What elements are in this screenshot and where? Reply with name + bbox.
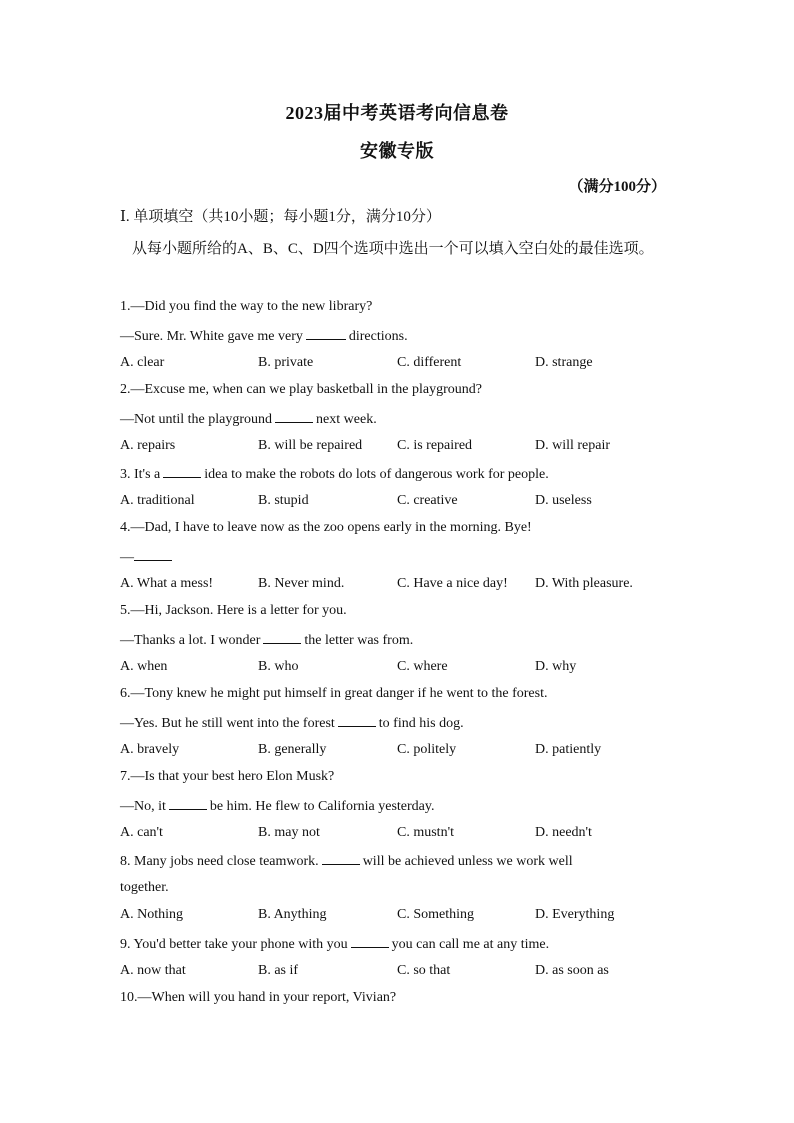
question-5-line-2 bbox=[120, 631, 413, 649]
question-9-text-b: you can call me at any time. bbox=[391, 937, 550, 952]
section-instruction: 从每小题所给的A、B、C、D四个选项中选出一个可以填入空白处的最佳选项。 bbox=[132, 241, 654, 257]
question-6-text-b: to find his dog. bbox=[378, 716, 464, 731]
question-2-option-c: C. is repaired bbox=[397, 438, 473, 453]
question-1-option-b: B. private bbox=[258, 355, 314, 370]
question-5-text-b: the letter was from. bbox=[304, 633, 414, 648]
question-2-text-b: next week. bbox=[316, 412, 377, 427]
question-2-option-a: A. repairs bbox=[120, 438, 176, 453]
question-1-line-2 bbox=[120, 327, 408, 345]
question-9-option-a: A. now that bbox=[120, 963, 186, 978]
question-8-option-b: B. Anything bbox=[258, 907, 327, 922]
question-8-line-2: together. bbox=[120, 880, 169, 895]
question-7-line-1: 7.—Is that your best hero Elon Musk? bbox=[120, 769, 335, 784]
question-8-option-c: C. Something bbox=[397, 907, 475, 922]
question-9-option-c: C. so that bbox=[397, 963, 451, 978]
question-1-text-b: directions. bbox=[348, 329, 408, 344]
question-5-text-a: —Thanks a lot. I wonder bbox=[120, 633, 261, 648]
question-3-line-1 bbox=[120, 465, 549, 483]
question-3-option-d: D. useless bbox=[535, 493, 592, 508]
exam-subtitle: 安徽专版 bbox=[360, 141, 434, 161]
question-7-text-a: —No, it bbox=[120, 799, 166, 814]
question-10-line-1: 10.—When will you hand in your report, Vivian? bbox=[120, 990, 397, 1005]
question-8-text-a: 8. Many jobs need close teamwork. bbox=[120, 854, 319, 869]
answer-blank bbox=[169, 797, 207, 810]
question-3-option-c: C. creative bbox=[397, 493, 458, 508]
question-6-option-b: B. generally bbox=[258, 742, 327, 757]
question-7-option-b: B. may not bbox=[258, 825, 320, 840]
total-score: （满分100分） bbox=[568, 179, 666, 195]
question-2-option-b: B. will be repaired bbox=[258, 438, 363, 453]
question-4-option-a: A. What a mess! bbox=[120, 576, 214, 591]
question-2-line-2 bbox=[120, 410, 377, 428]
question-5-option-c: C. where bbox=[397, 659, 448, 674]
question-9-option-b: B. as if bbox=[258, 963, 299, 978]
question-2-text-a: —Not until the playground bbox=[120, 412, 273, 427]
question-3-text-b: idea to make the robots do lots of dangerous work for people. bbox=[204, 467, 549, 482]
exam-title: 2023届中考英语考向信息卷 bbox=[285, 103, 509, 123]
question-4-text-a: — bbox=[120, 550, 134, 565]
question-4-option-d: D. With pleasure. bbox=[535, 576, 633, 591]
question-7-option-d: D. needn't bbox=[535, 825, 592, 840]
answer-blank bbox=[338, 714, 376, 727]
question-8-text-b: will be achieved unless we work well bbox=[362, 854, 573, 869]
answer-blank bbox=[134, 548, 172, 561]
question-3-option-a: A. traditional bbox=[120, 493, 195, 508]
question-5-option-b: B. who bbox=[258, 659, 299, 674]
question-5-line-1: 5.—Hi, Jackson. Here is a letter for you. bbox=[120, 603, 347, 618]
question-6-line-1: 6.—Tony knew he might put himself in great danger if he went to the forest. bbox=[120, 686, 548, 701]
answer-blank bbox=[306, 327, 346, 340]
question-6-option-c: C. politely bbox=[397, 742, 457, 757]
question-9-option-d: D. as soon as bbox=[535, 963, 609, 978]
answer-blank bbox=[322, 852, 360, 865]
question-3-option-b: B. stupid bbox=[258, 493, 309, 508]
answer-blank bbox=[263, 631, 301, 644]
question-2-option-d: D. will repair bbox=[535, 438, 611, 453]
question-4-line-1: 4.—Dad, I have to leave now as the zoo opens early in the morning. Bye! bbox=[120, 520, 532, 535]
question-4-line-2 bbox=[120, 548, 175, 566]
question-1-option-d: D. strange bbox=[535, 355, 593, 370]
question-5-option-a: A. when bbox=[120, 659, 168, 674]
question-1-option-c: C. different bbox=[397, 355, 462, 370]
question-7-text-b: be him. He flew to California yesterday. bbox=[209, 799, 435, 814]
question-7-line-2 bbox=[120, 797, 434, 815]
question-1-option-a: A. clear bbox=[120, 355, 165, 370]
question-3-text-a: 3. It's a bbox=[120, 467, 161, 482]
answer-blank bbox=[275, 410, 313, 423]
question-6-line-2 bbox=[120, 714, 464, 732]
question-4-option-c: C. Have a nice day! bbox=[397, 576, 508, 591]
question-6-option-d: D. patiently bbox=[535, 742, 602, 757]
question-7-option-a: A. can't bbox=[120, 825, 163, 840]
question-5-option-d: D. why bbox=[535, 659, 577, 674]
question-6-option-a: A. bravely bbox=[120, 742, 180, 757]
question-9-line-1 bbox=[120, 935, 549, 953]
question-7-option-c: C. mustn't bbox=[397, 825, 454, 840]
question-8-line-1 bbox=[120, 852, 573, 870]
question-1-line-1: 1.—Did you find the way to the new library? bbox=[120, 299, 373, 314]
question-2-line-1: 2.—Excuse me, when can we play basketball in the playground? bbox=[120, 382, 482, 397]
question-4-option-b: B. Never mind. bbox=[258, 576, 345, 591]
answer-blank bbox=[351, 935, 389, 948]
question-8-option-a: A. Nothing bbox=[120, 907, 183, 922]
question-9-text-a: 9. You'd better take your phone with you bbox=[120, 937, 348, 952]
question-1-text-a: —Sure. Mr. White gave me very bbox=[120, 329, 303, 344]
question-8-option-d: D. Everything bbox=[535, 907, 615, 922]
question-6-text-a: —Yes. But he still went into the forest bbox=[120, 716, 335, 731]
answer-blank bbox=[163, 465, 201, 478]
section-heading: Ⅰ. 单项填空（共10小题；每小题1分，满分10分） bbox=[120, 209, 441, 225]
